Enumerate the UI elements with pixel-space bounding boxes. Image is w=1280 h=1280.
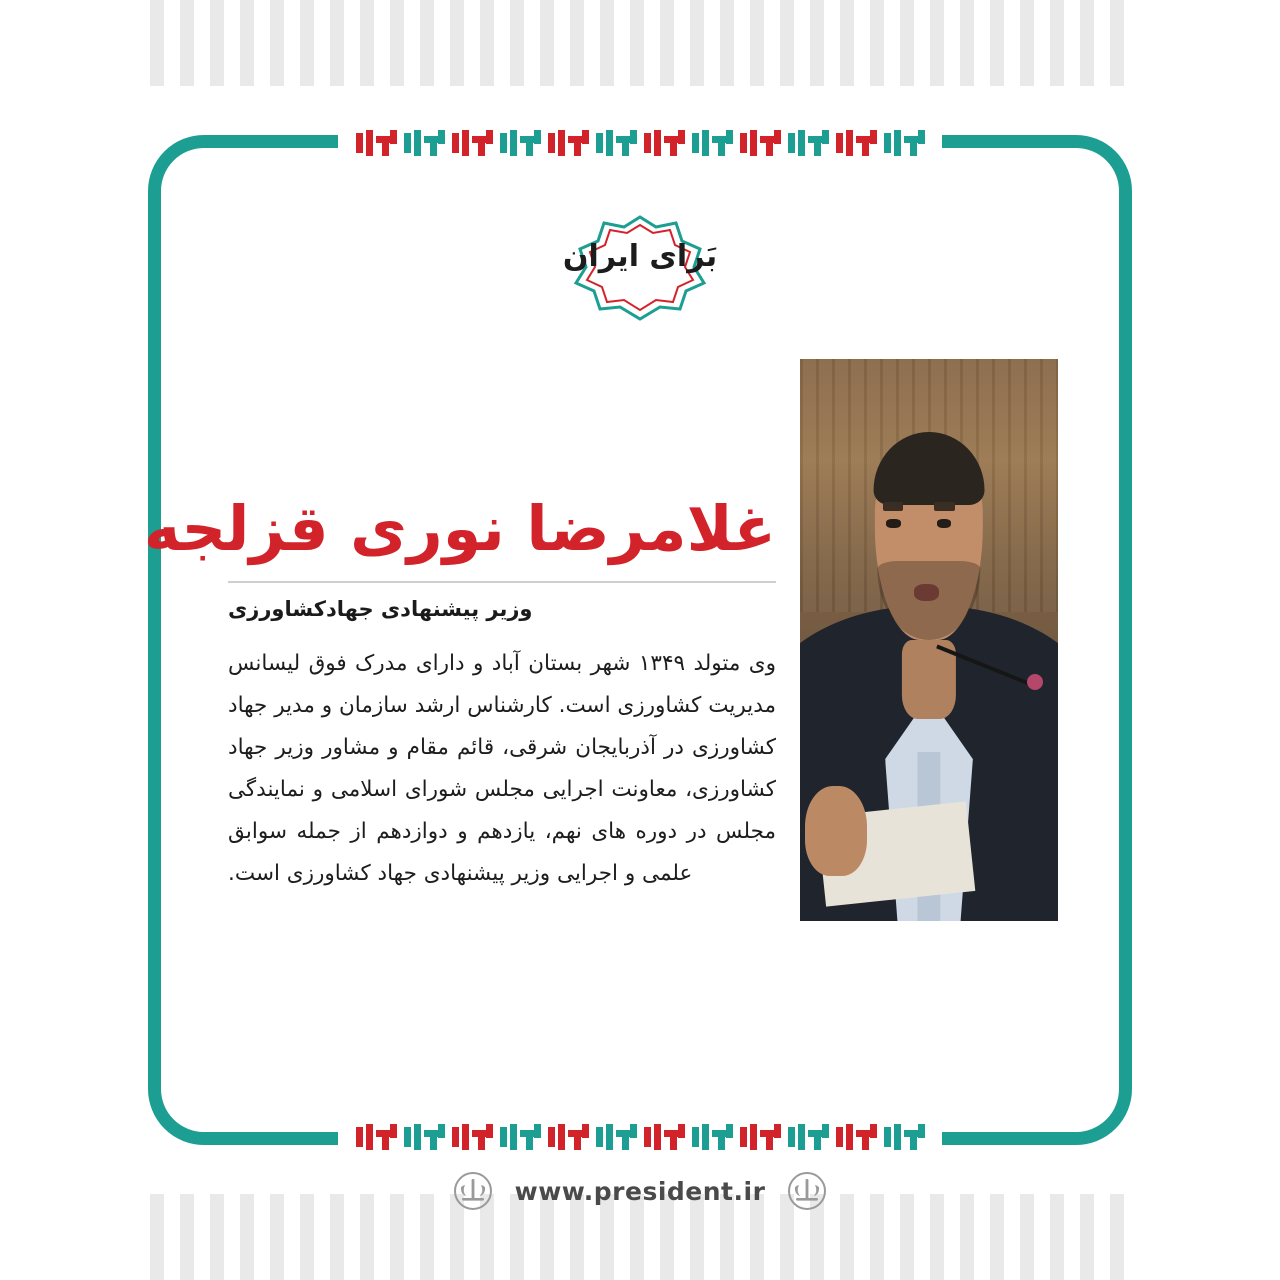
website-url[interactable]: www.president.ir — [514, 1176, 766, 1206]
portrait-mouth — [914, 584, 940, 601]
profile-card — [143, 135, 1132, 1145]
portrait-eyebrow-left — [883, 502, 904, 511]
person-role: وزیر پیشنهادی جهادکشاورزی — [228, 597, 533, 622]
footer — [0, 1168, 1280, 1214]
portrait-eye-left — [886, 519, 900, 528]
campaign-logo — [552, 213, 728, 325]
background-white-left — [0, 0, 150, 1280]
person-name: غلامرضا نوری قزلجه — [143, 492, 776, 565]
iran-government-emblem-icon-right — [453, 1171, 493, 1211]
logo-text: بَرای ایران — [562, 239, 718, 274]
person-info — [143, 492, 777, 895]
iran-government-emblem-icon-left — [787, 1171, 827, 1211]
microphone-icon — [1027, 674, 1043, 690]
background-white-right — [1130, 0, 1280, 1280]
divider — [228, 581, 776, 583]
portrait-eye-right — [937, 519, 951, 528]
portrait-eyebrow-right — [934, 502, 955, 511]
person-bio: وی متولد ۱۳۴۹ شهر بستان آباد و دارای مدرک فوق لیسانس مدیریت کشاورزی است. کارشناس ارشد سازمان و مدیر جهاد کشاورزی در آذربایجان شرقی، قائم مقام و مشاور وزیر جهاد کشاورزی، معاونت اجرایی مجلس شورای اسلامی و نمایندگی مجلس در دوره های نهم، یازدهم و دوازدهم از جمله سوابق علمی و اجرایی وزیر پیشنهادی جهاد کشاورزی است. — [228, 651, 777, 886]
ornament-band-top — [344, 126, 936, 160]
portrait-photo — [800, 359, 1058, 921]
ornament-band-bottom — [344, 1120, 936, 1154]
portrait-hand — [805, 786, 867, 876]
